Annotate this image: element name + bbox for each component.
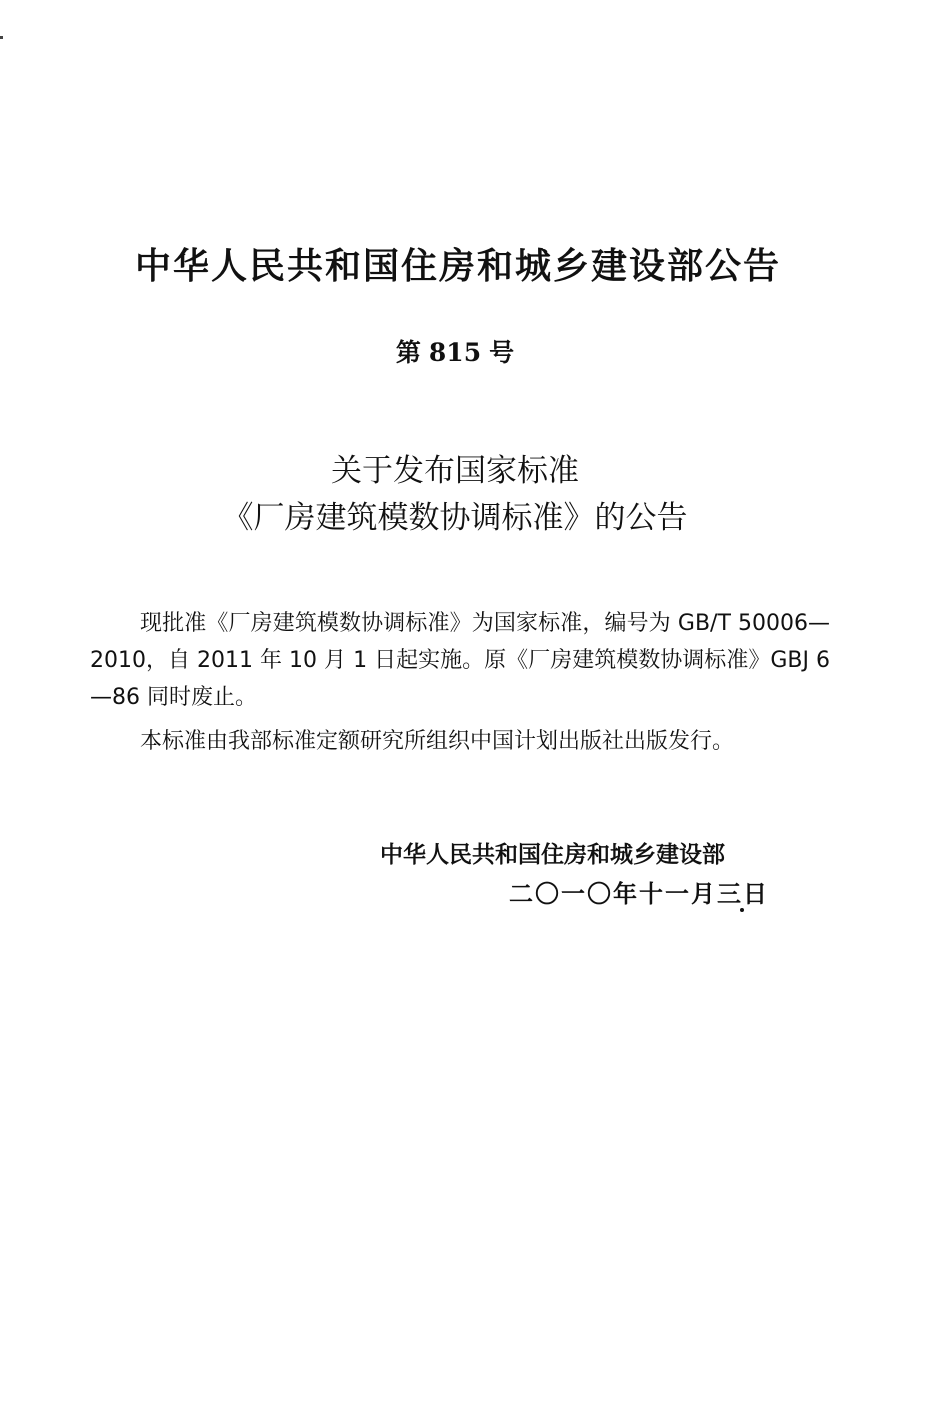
issue-date: 二〇一〇年十一月三日: [509, 880, 769, 908]
announcement-number: [0, 333, 910, 369]
body-paragraph-2: 本标准由我部标准定额研究所组织中国计划出版社出版发行。: [140, 729, 735, 754]
number-prefix: 第: [395, 338, 421, 367]
dot-mark: [740, 908, 744, 912]
body-paragraph-1: 现批准《厂房建筑模数协调标准》为国家标准，编号为 GB/T 50006—2010，自 2011 年 10 月 1 日起实施。原《厂房建筑模数协调标准》GBJ 6—86 同时废止。: [90, 611, 830, 710]
subtitle-line-2: 《厂房建筑模数协调标准》的公告: [222, 500, 688, 536]
subtitle-line-1: 关于发布国家标准: [331, 453, 579, 489]
number-value: 815: [428, 338, 482, 367]
scan-mark: [0, 36, 3, 39]
number-suffix: 号: [489, 338, 515, 367]
page-title: 中华人民共和国住房和城乡建设部公告: [134, 246, 781, 287]
issuer-signature: 中华人民共和国住房和城乡建设部: [380, 842, 725, 868]
